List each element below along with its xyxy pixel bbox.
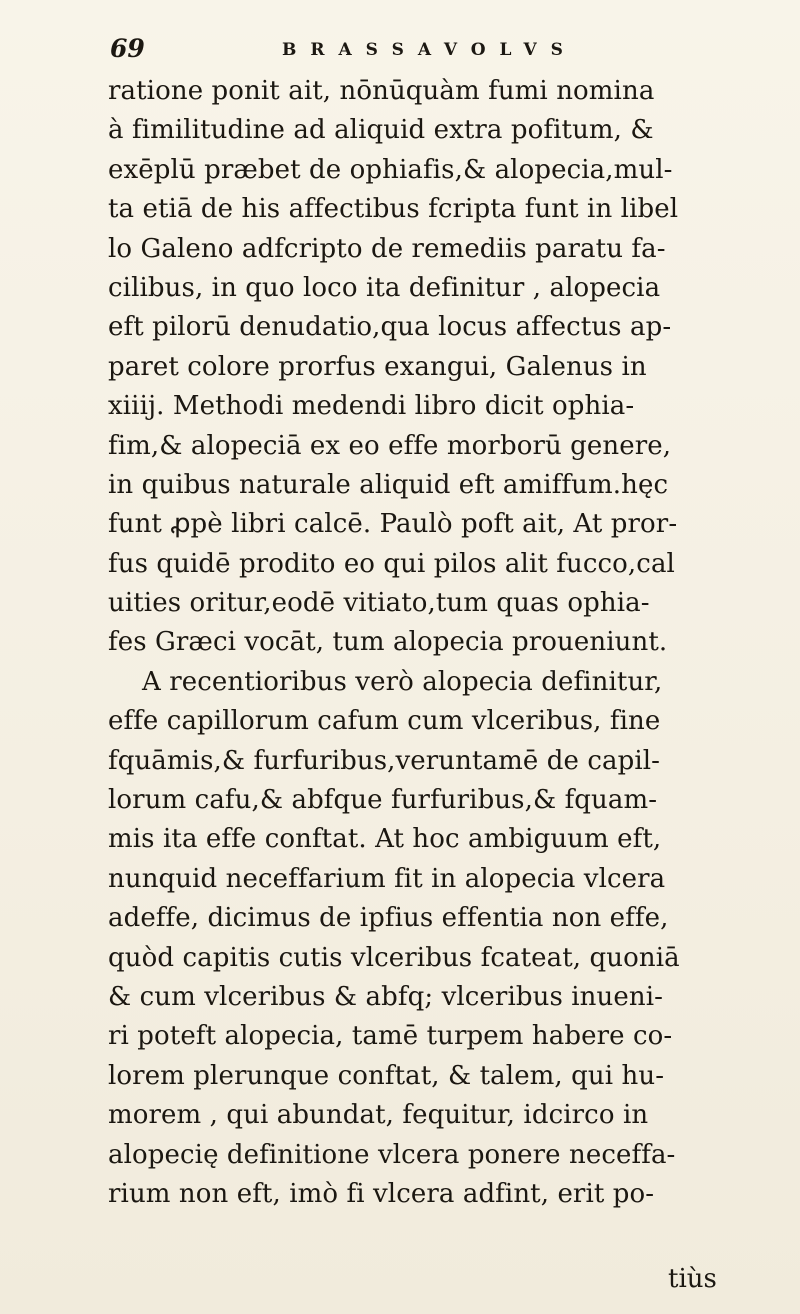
text-line: morem , qui abundat, fequitur, idcirco in: [108, 1100, 649, 1131]
text-line: alopecię definitione vlcera ponere neceffa-: [108, 1139, 676, 1170]
text-line: nunquid neceffarium fit in alopecia vlcera: [108, 863, 666, 894]
page-header: [110, 30, 770, 70]
text-line: adeffe, dicimus de ipfius effentia non effe,: [108, 903, 669, 934]
text-line: quòd capitis cutis vlceribus fcateat, quoniā: [108, 942, 680, 973]
text-line: funt ꝓpè libri calcē. Paulò poft ait, At pror-: [108, 509, 678, 540]
text-line: fim,& alopeciā ex eo effe morborū genere,: [108, 430, 672, 461]
text-line: fus quidē prodito eo qui pilos alit fucco,cal: [108, 548, 675, 579]
text-line: fquāmis,& furfuribus,veruntamē de capil-: [108, 745, 661, 776]
paragraph-start-line: A recentioribus verò alopecia definitur,: [142, 666, 663, 697]
text-line: exēplū præbet de ophiafis,& alopecia,mul-: [108, 154, 673, 185]
body-text: [108, 72, 788, 1214]
text-line: cilibus, in quo loco ita definitur , alopecia: [108, 272, 661, 303]
text-line: lo Galeno adfcripto de remediis paratu fa-: [108, 233, 666, 264]
text-line: xiiij. Methodi medendi libro dicit ophia-: [108, 391, 635, 422]
text-line: uities oritur,eodē vitiato,tum quas ophia-: [108, 588, 650, 619]
text-line: lorem plerunque conftat, & talem, qui hu-: [108, 1060, 665, 1091]
running-head: BRASSAVOLVS: [282, 40, 577, 60]
text-line: effe capillorum cafum cum vlceribus, fine: [108, 706, 661, 737]
text-line: à fimilitudine ad aliquid extra pofitum, &: [108, 115, 654, 146]
text-line: lorum cafu,& abfque furfuribus,& fquam-: [108, 785, 658, 816]
text-line: ri poteft alopecia, tamē turpem habere co-: [108, 1021, 673, 1052]
page-number: 69: [110, 34, 145, 63]
text-line: eft pilorū denudatio,qua locus affectus ap-: [108, 312, 672, 343]
catchword: tiùs: [668, 1264, 717, 1294]
text-line: paret colore prorfus exangui, Galenus in: [108, 351, 647, 382]
text-line: & cum vlceribus & abfq; vlceribus inueni-: [108, 981, 663, 1012]
text-line: in quibus naturale aliquid eft amiffum.hęc: [108, 469, 669, 500]
text-line: ratione ponit ait, nōnūquàm fumi nomina: [108, 76, 655, 106]
text-line: ta etiā de his affectibus fcripta funt in libel: [108, 194, 679, 225]
text-line: rium non eft, imò fi vlcera adfint, erit po-: [108, 1178, 655, 1209]
text-line: mis ita effe conftat. At hoc ambiguum eft,: [108, 824, 662, 855]
text-line: fes Græci vocāt, tum alopecia proueniunt.: [108, 627, 668, 658]
